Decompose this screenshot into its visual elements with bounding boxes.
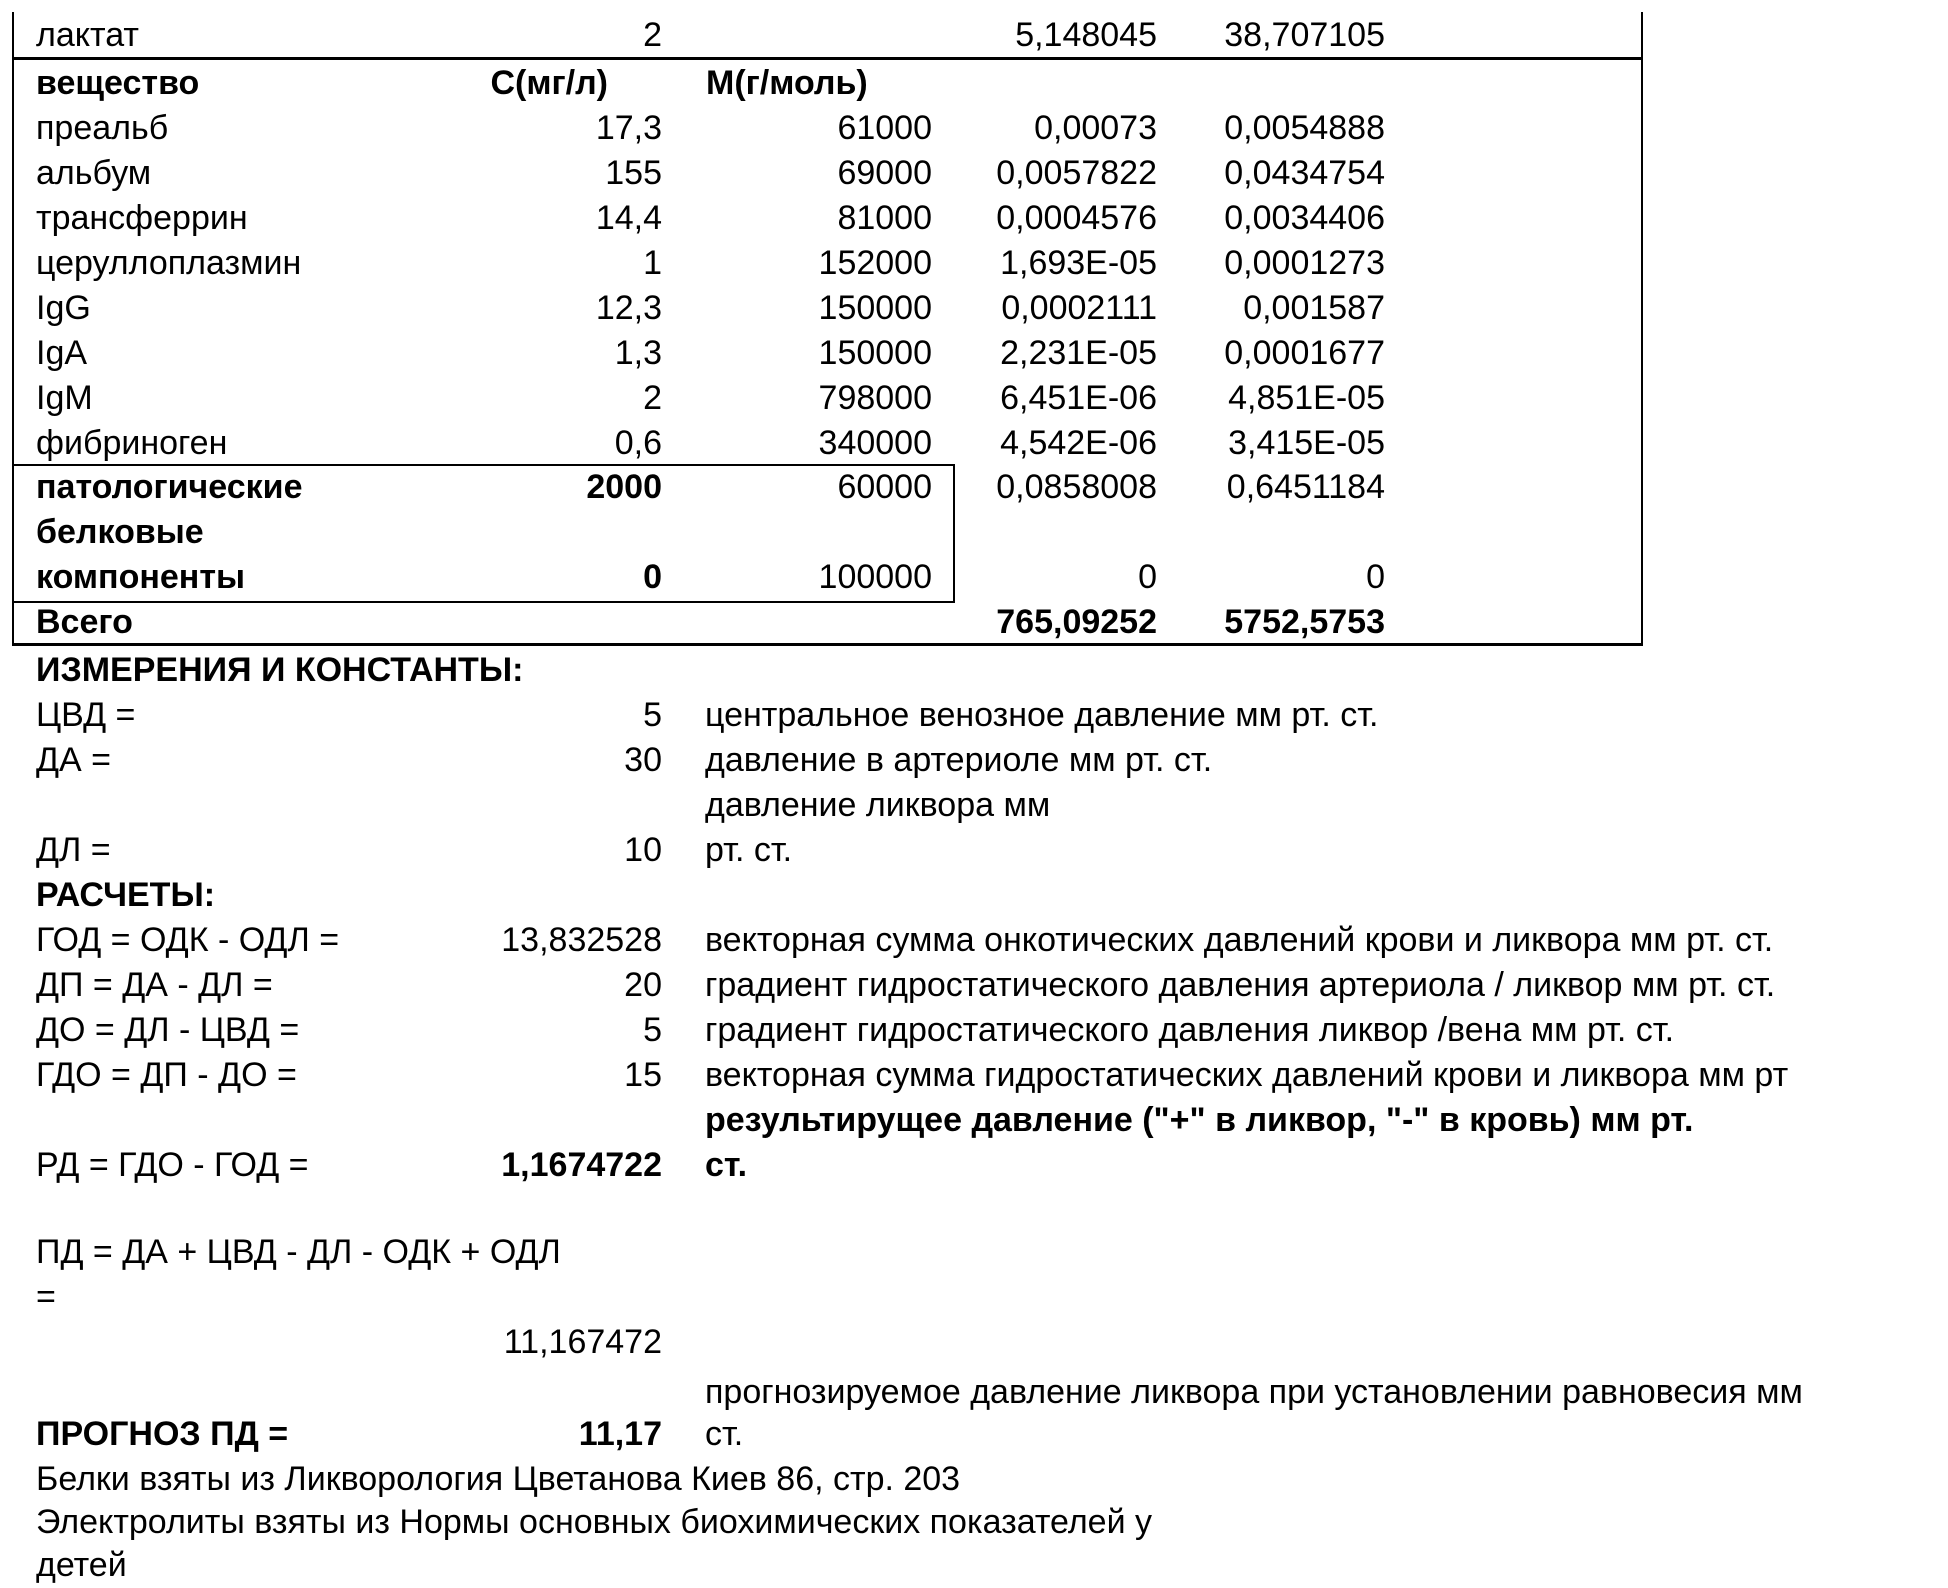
cell-name: IgG [36, 289, 91, 327]
forecast-desc-text: прогнозируемое давление ликвора при установлении равновесия мм [705, 1373, 1803, 1411]
measurement-value: 5 [643, 696, 662, 734]
table-row-pathological-1 [0, 465, 1948, 510]
calc-label: РД = ГДО - ГОД = [36, 1146, 309, 1184]
measurement-label: ДЛ = [36, 831, 111, 869]
calc-value: 5 [643, 1011, 662, 1049]
cell-c: 0,6 [614, 424, 662, 462]
cell-m: 100000 [818, 558, 932, 596]
calc-value: 11,167472 [503, 1323, 662, 1361]
cell-col4: 1,693E-05 [1000, 244, 1157, 282]
cell-m: 150000 [818, 289, 932, 327]
calc-label: = [36, 1278, 56, 1316]
header-molar-mass: М(г/моль) [706, 64, 868, 102]
cell-col5: 38,707105 [1224, 16, 1385, 54]
forecast [0, 1412, 1948, 1457]
table-row-lactate [0, 13, 1948, 58]
table-row [0, 376, 1948, 421]
table-row [0, 241, 1948, 286]
pathological-label-line: компоненты [36, 558, 246, 596]
cell-col5: 0 [1366, 558, 1385, 596]
calc-god [0, 918, 1948, 963]
cell-col4: 0,00073 [1034, 109, 1157, 147]
forecast-value: 11,17 [578, 1415, 662, 1453]
cell-name: IgM [36, 379, 93, 417]
table-row-pathological-2 [0, 555, 1948, 600]
cell-col5: 0,0434754 [1224, 154, 1385, 192]
table-row [0, 106, 1948, 151]
measurement-label: ДА = [36, 741, 112, 779]
cell-name: трансферрин [36, 199, 248, 237]
cell-c: 14,4 [595, 199, 662, 237]
calculations-heading: РАСЧЕТЫ: [36, 876, 216, 914]
calc-do [0, 1008, 1948, 1053]
calc-desc [705, 918, 1773, 963]
measurement-label: ЦВД = [36, 696, 136, 734]
cell-col4: 0,0858008 [996, 468, 1157, 506]
calc-label: ГДО = ДП - ДО = [36, 1056, 297, 1094]
calc-label: ГОД = ОДК - ОДЛ = [36, 921, 340, 959]
cell-m: 81000 [837, 199, 932, 237]
measurement-desc: центральное венозное давление мм рт. ст. [705, 696, 1379, 734]
table-header-row [0, 61, 1948, 106]
cell-col4: 2,231E-05 [1000, 334, 1157, 372]
cell-col4: 4,542E-06 [1000, 424, 1157, 462]
table-row [0, 286, 1948, 331]
cell-col5: 0,0034406 [1224, 199, 1385, 237]
calc-value: 20 [624, 966, 662, 1004]
cell-name: преальб [36, 109, 169, 147]
calc-rd-desc [0, 1098, 1948, 1143]
header-concentration: С(мг/л) [490, 64, 608, 102]
table-row [0, 151, 1948, 196]
calc-pd-eq [0, 1275, 1948, 1320]
calc-desc: векторная сумма гидростатических давлений крови и ликвора мм рт [705, 1056, 1789, 1094]
measurement-dl-desc [0, 783, 1948, 828]
measurement-desc: рт. ст. [705, 831, 793, 869]
cell-col5: 4,851E-05 [1228, 379, 1385, 417]
measurement-da [0, 738, 1948, 783]
cell-c: 2 [643, 16, 662, 54]
cell-c: 2 [643, 379, 662, 417]
cell-c: 155 [605, 154, 662, 192]
pathological-label-line: патологические [36, 468, 303, 506]
calc-label: ПД = ДА + ЦВД - ДЛ - ОДК + ОДЛ [36, 1233, 561, 1271]
calc-desc: результирущее давление ("+" в ликвор, "-" в кровь) мм рт. [705, 1101, 1694, 1139]
measurement-value: 10 [624, 831, 662, 869]
note-text: детей [36, 1546, 127, 1584]
forecast-label: ПРОГНОЗ ПД = [36, 1415, 289, 1453]
cell-col5: 0,0001273 [1224, 244, 1385, 282]
table-row [0, 331, 1948, 376]
calc-desc: градиент гидростатического давления артериола / ликвор мм рт. ст. [705, 966, 1776, 1004]
cell-m: 61000 [837, 109, 932, 147]
cell-m: 60000 [837, 468, 932, 506]
cell-col4: 0,0057822 [996, 154, 1157, 192]
calc-value: 15 [624, 1056, 662, 1094]
total-col5: 5752,5753 [1224, 603, 1385, 641]
note [0, 1543, 1948, 1588]
cell-name: IgA [36, 334, 88, 372]
cell-m: 150000 [818, 334, 932, 372]
calc-desc-text: векторная сумма онкотических давлений крови и ликвора мм рт. ст. [705, 921, 1774, 959]
total-col4: 765,09252 [996, 603, 1157, 641]
measurements-heading: ИЗМЕРЕНИЯ И КОНСТАНТЫ: [36, 651, 524, 689]
cell-name: церуллоплазмин [36, 244, 302, 282]
cell-col5: 3,415E-05 [1228, 424, 1385, 462]
cell-col5: 0,0054888 [1224, 109, 1385, 147]
forecast-desc-text: ст. [705, 1415, 744, 1453]
calc-label: ДО = ДЛ - ЦВД = [36, 1011, 300, 1049]
table-row-total [0, 600, 1948, 645]
cell-name: фибриноген [36, 424, 228, 462]
calc-label: ДП = ДА - ДЛ = [36, 966, 273, 1004]
calc-rd [0, 1143, 1948, 1188]
cell-c: 2000 [586, 468, 662, 506]
cell-col4: 5,148045 [1015, 16, 1157, 54]
calc-dp [0, 963, 1948, 1008]
cell-c: 1 [643, 244, 662, 282]
measurement-value: 30 [624, 741, 662, 779]
cell-col4: 0,0004576 [996, 199, 1157, 237]
cell-m: 69000 [837, 154, 932, 192]
table-row-pathological-label [0, 510, 1948, 555]
measurement-desc: давление в артериоле мм рт. ст. [705, 741, 1213, 779]
calc-value: 1,1674722 [501, 1146, 662, 1184]
cell-col4: 0 [1138, 558, 1157, 596]
calc-value: 13,832528 [501, 921, 662, 959]
calc-pd-value [0, 1320, 1948, 1365]
header-substance: вещество [36, 64, 200, 102]
measurement-cvd [0, 693, 1948, 738]
note-text: Электролиты взяты из Нормы основных биохимических показателей у [36, 1503, 1153, 1541]
note [0, 1457, 1948, 1502]
cell-c: 12,3 [595, 289, 662, 327]
total-label: Всего [36, 603, 133, 641]
cell-c: 17,3 [595, 109, 662, 147]
cell-name: лактат [36, 16, 139, 54]
cell-m: 152000 [818, 244, 932, 282]
table-row [0, 196, 1948, 241]
cell-col5: 0,0001677 [1224, 334, 1385, 372]
cell-col5: 0,001587 [1243, 289, 1385, 327]
measurement-dl [0, 828, 1948, 873]
forecast-desc [0, 1370, 1948, 1415]
cell-col5: 0,6451184 [1226, 468, 1385, 506]
cell-m: 340000 [818, 424, 932, 462]
cell-m: 798000 [818, 379, 932, 417]
calc-desc: ст. [705, 1146, 748, 1184]
cell-c: 1,3 [614, 334, 662, 372]
measurement-desc: давление ликвора мм [705, 786, 1051, 824]
note-text: Белки взяты из Ликворология Цветанова Киев 86, стр. 203 [36, 1460, 961, 1498]
table-row [0, 421, 1948, 466]
cell-name: альбум [36, 154, 152, 192]
pathological-label-line: белковые [36, 513, 204, 551]
cell-col4: 6,451E-06 [1000, 379, 1157, 417]
calc-desc: градиент гидростатического давления ликвор /вена мм рт. ст. [705, 1011, 1675, 1049]
cell-c: 0 [643, 558, 662, 596]
note [0, 1500, 1948, 1545]
calc-pd-formula [0, 1230, 1948, 1275]
calc-gdo [0, 1053, 1948, 1098]
cell-col4: 0,0002111 [1001, 289, 1157, 327]
